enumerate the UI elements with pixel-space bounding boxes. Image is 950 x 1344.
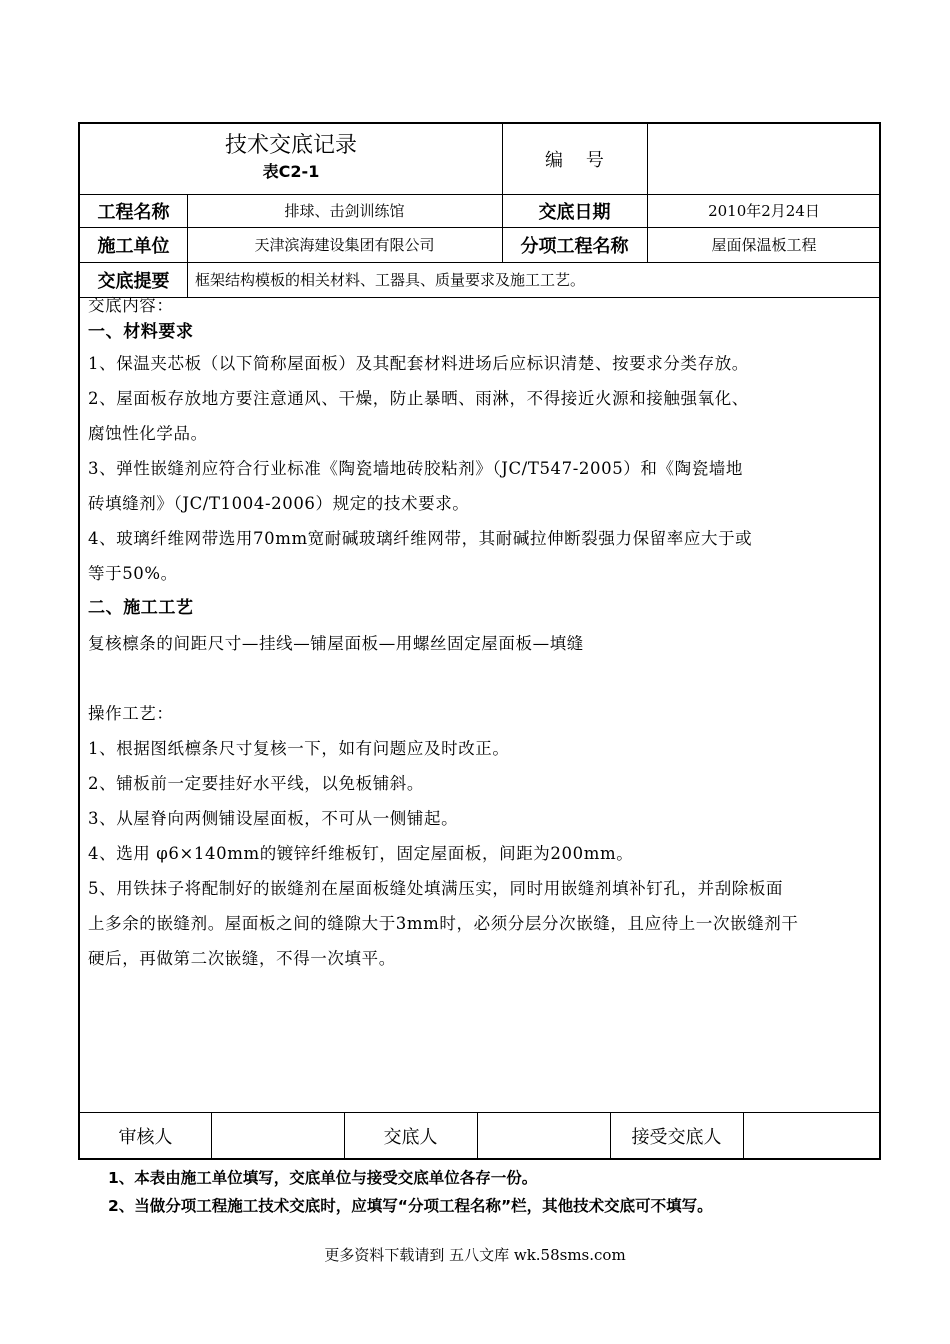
unit-label: 施工单位 xyxy=(97,235,170,257)
receiver-label: 接受交底人 xyxy=(631,1127,722,1148)
receiver-field[interactable] xyxy=(743,1112,881,1160)
blank-line xyxy=(88,661,878,696)
summary-value: 框架结构模板的相关材料、工器具、质量要求及施工工艺。 xyxy=(195,271,586,289)
note-1: 1、本表由施工单位填写，交底单位与接受交底单位各存一份。 xyxy=(108,1169,538,1187)
unit-value: 天津滨海建设集团有限公司 xyxy=(254,236,435,254)
operation-item-5: 5、用铁抹子将配制好的嵌缝剂在屋面板缝处填满压实，同时用嵌缝剂填补钉孔，并刮除板面 xyxy=(88,879,784,898)
operation-item-3: 3、从屋脊向两侧铺设屋面板，不可从一侧铺起。 xyxy=(88,809,459,828)
material-item-1: 1、保温夹芯板（以下简称屋面板）及其配套材料进场后应标识清楚、按要求分类存放。 xyxy=(88,354,749,373)
content-intro: 交底内容： xyxy=(88,296,174,315)
form-code: 表C2-1 xyxy=(262,162,320,181)
discloser-field[interactable] xyxy=(477,1112,610,1160)
material-item-2: 2、屋面板存放地方要注意通风、干燥，防止暴晒、雨淋，不得接近火源和接触强氧化、 xyxy=(88,389,749,408)
operation-item-4: 4、选用 φ6×140mm的镀锌纤维板钉，固定屋面板，间距为200mm。 xyxy=(88,844,634,863)
date-label: 交底日期 xyxy=(538,201,611,223)
operations-title: 操作工艺： xyxy=(88,704,174,723)
reviewer-label: 审核人 xyxy=(118,1127,173,1148)
material-item-2-cont: 腐蚀性化学品。 xyxy=(88,424,208,443)
project-name-value: 排球、击剑训练馆 xyxy=(284,202,405,220)
process-flow: 复核檩条的间距尺寸—挂线—铺屋面板—用螺丝固定屋面板—填缝 xyxy=(88,634,584,653)
form-notes xyxy=(108,1164,713,1220)
date-value: 2010年2月24日 xyxy=(708,202,820,220)
section-materials-title: 一、材料要求 xyxy=(88,322,194,342)
summary-label: 交底提要 xyxy=(97,270,170,292)
reviewer-field[interactable] xyxy=(211,1112,344,1160)
subproject-label: 分项工程名称 xyxy=(520,235,629,257)
material-item-4-cont: 等于50%。 xyxy=(88,564,178,583)
project-name-label: 工程名称 xyxy=(97,201,170,223)
disclosure-content xyxy=(88,296,878,976)
discloser-label: 交底人 xyxy=(383,1127,438,1148)
subproject-value: 屋面保温板工程 xyxy=(711,236,817,254)
material-item-4: 4、玻璃纤维网带选用70mm宽耐碱玻璃纤维网带，其耐碱拉伸断裂强力保留率应大于或 xyxy=(88,529,753,548)
operation-item-5-cont: 上多余的嵌缝剂。屋面板之间的缝隙大于3mm时，必须分层分次嵌缝，且应待上一次嵌缝剂干 xyxy=(88,914,799,933)
operation-item-1: 1、根据图纸檩条尺寸复核一下，如有问题应及时改正。 xyxy=(88,739,510,758)
form-title: 技术交底记录 xyxy=(224,133,357,158)
operation-item-2: 2、铺板前一定要挂好水平线，以免板铺斜。 xyxy=(88,774,424,793)
note-2: 2、当做分项工程施工技术交底时，应填写“分项工程名称”栏，其他技术交底可不填写。 xyxy=(108,1197,713,1215)
material-item-3-cont: 砖填缝剂》（JC/T1004-2006）规定的技术要求。 xyxy=(88,494,470,513)
number-label: 编 号 xyxy=(545,150,604,171)
disclosure-form xyxy=(78,122,881,1160)
number-field[interactable] xyxy=(647,124,881,194)
form-title-block xyxy=(80,124,502,194)
section-process-title: 二、施工工艺 xyxy=(88,598,194,618)
operation-item-5-cont2: 硬后，再做第二次嵌缝，不得一次填平。 xyxy=(88,949,396,968)
footer-text: 更多资料下载请到 五八文库 wk.58sms.com xyxy=(324,1246,626,1264)
material-item-3: 3、弹性嵌缝剂应符合行业标准《陶瓷墙地砖胶粘剂》（JC/T547-2005）和《陶瓷墙地 xyxy=(88,459,744,478)
